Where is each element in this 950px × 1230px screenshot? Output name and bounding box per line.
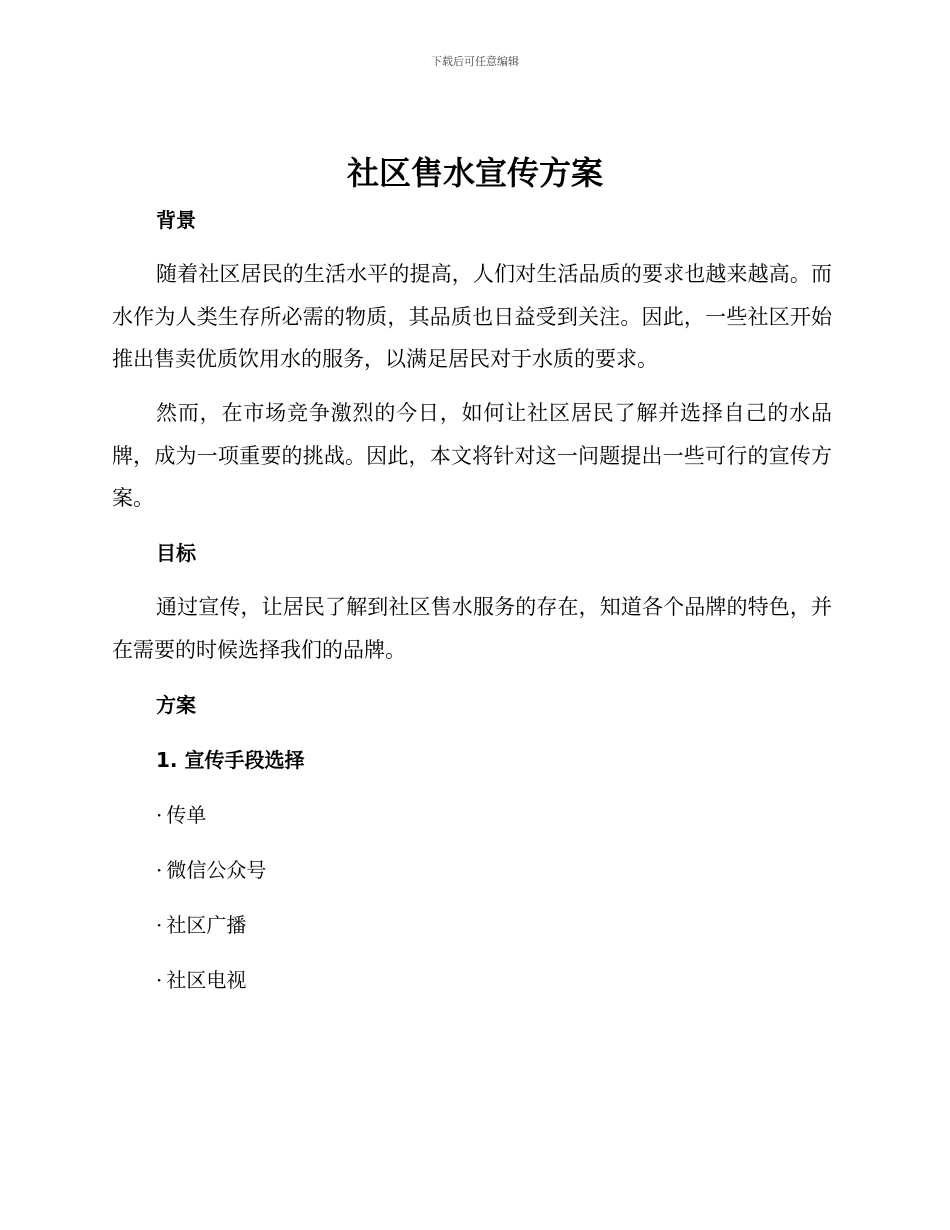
list-item-label: 社区广播	[166, 913, 247, 937]
bullet-icon: ·	[156, 913, 163, 937]
list-item-label: 传单	[166, 803, 207, 827]
goal-paragraph: 通过宣传，让居民了解到社区售水服务的存在，知道各个品牌的特色，并在需要的时候选择我们的品牌。	[112, 595, 832, 662]
list-item	[156, 801, 206, 829]
list-item	[156, 911, 246, 939]
section-heading-goal: 目标	[156, 541, 196, 565]
section-heading-background: 背景	[156, 208, 196, 232]
bullet-icon: ·	[156, 803, 163, 827]
page-title: 社区售水宣传方案	[346, 154, 603, 192]
background-paragraph-2: 然而，在市场竞争激烈的今日，如何让社区居民了解并选择自己的水品牌，成为一项重要的挑战。因此，本文将针对这一问题提出一些可行的宣传方案。	[112, 401, 832, 510]
bullet-icon: ·	[156, 968, 163, 992]
list-item-label: 社区电视	[166, 968, 247, 992]
list-item	[156, 966, 246, 994]
bullet-icon: ·	[156, 858, 163, 882]
list-item-label: 微信公众号	[166, 858, 267, 882]
header-note: 下载后可任意编辑	[431, 55, 519, 68]
section-heading-plan: 方案	[156, 693, 196, 717]
list-item	[156, 856, 266, 884]
background-paragraph-1: 随着社区居民的生活水平的提高，人们对生活品质的要求也越来越高。而水作为人类生存所必需的物质，其品质也日益受到关注。因此，一些社区开始推出售卖优质饮用水的服务，以满足居民对于水质的要求。	[112, 262, 832, 371]
plan-subheading: 1. 宣传手段选择	[156, 748, 305, 772]
